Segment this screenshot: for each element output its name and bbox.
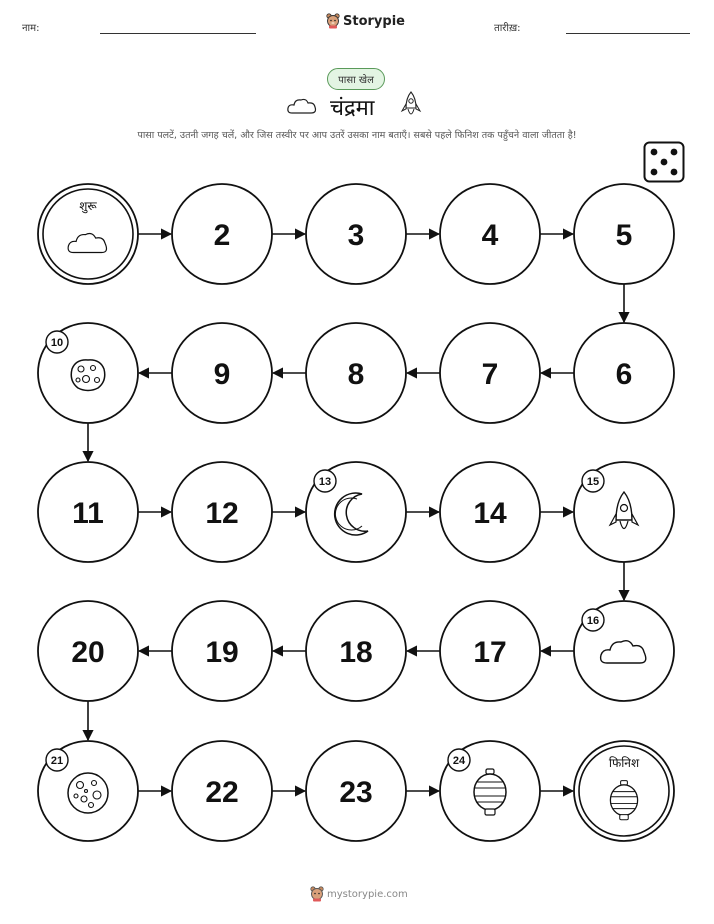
name-label: नाम: bbox=[22, 23, 40, 34]
board-space-15 bbox=[574, 462, 674, 562]
space-number: 22 bbox=[205, 776, 239, 809]
instructions: पासा पलटें, उतनी जगह चलें, और जिस तस्वीर पर आप उतरें उसका नाम बताएँ। सबसे पहले फिनिश तक पहुँचने वाला जीतता है! bbox=[137, 130, 577, 141]
finish-label: फिनिश bbox=[608, 756, 640, 770]
space-number: 3 bbox=[347, 219, 365, 252]
space-number: 20 bbox=[71, 636, 105, 669]
svg-text:10: 10 bbox=[50, 337, 64, 349]
space-number: 6 bbox=[615, 358, 633, 391]
board-space-5 bbox=[574, 184, 674, 284]
space-number-badge bbox=[46, 749, 68, 771]
board-space-22 bbox=[172, 741, 272, 841]
space-number: 5 bbox=[615, 219, 633, 252]
svg-text:24: 24 bbox=[452, 755, 466, 767]
board-space-10 bbox=[38, 323, 138, 423]
space-number: 2 bbox=[213, 219, 231, 252]
date-label: तारीख़: bbox=[494, 23, 521, 34]
brand-name: Storypie bbox=[343, 13, 405, 29]
space-number-badge bbox=[582, 470, 604, 492]
footer-url[interactable]: mystorypie.com bbox=[327, 888, 408, 900]
board-space-12 bbox=[172, 462, 272, 562]
board-space-4 bbox=[440, 184, 540, 284]
start-label: शुरू bbox=[79, 199, 97, 213]
space-number: 23 bbox=[339, 776, 373, 809]
asteroid-icon bbox=[71, 360, 105, 391]
page-title: चंद्रमा bbox=[330, 96, 375, 121]
svg-text:13: 13 bbox=[318, 476, 332, 488]
space-number: 19 bbox=[205, 636, 239, 669]
space-number: 12 bbox=[205, 497, 239, 530]
board-space-23 bbox=[306, 741, 406, 841]
space-number-badge bbox=[582, 609, 604, 631]
board-space-16 bbox=[574, 601, 674, 701]
svg-text:21: 21 bbox=[50, 755, 64, 767]
footer bbox=[310, 886, 408, 902]
board-space-24 bbox=[440, 741, 540, 841]
space-number: 7 bbox=[481, 358, 499, 391]
space-number: 17 bbox=[473, 636, 507, 669]
board-space-11 bbox=[38, 462, 138, 562]
finish-space bbox=[574, 741, 674, 841]
space-number: 14 bbox=[473, 497, 507, 530]
bear-mascot-icon bbox=[310, 886, 324, 902]
space-number: 11 bbox=[72, 497, 104, 530]
board-space-9 bbox=[172, 323, 272, 423]
space-number: 4 bbox=[481, 219, 499, 252]
svg-text:15: 15 bbox=[586, 476, 600, 488]
board-space-20 bbox=[38, 601, 138, 701]
board-space-6 bbox=[574, 323, 674, 423]
board-space-21 bbox=[38, 741, 138, 841]
board-space-19 bbox=[172, 601, 272, 701]
board-space-3 bbox=[306, 184, 406, 284]
space-number-badge bbox=[46, 331, 68, 353]
board-space-18 bbox=[306, 601, 406, 701]
board-space-14 bbox=[440, 462, 540, 562]
space-number-badge bbox=[314, 470, 336, 492]
board-space-8 bbox=[306, 323, 406, 423]
board-space-17 bbox=[440, 601, 540, 701]
svg-text:16: 16 bbox=[586, 615, 600, 627]
board-space-7 bbox=[440, 323, 540, 423]
space-number: 9 bbox=[213, 358, 231, 391]
space-number: 8 bbox=[347, 358, 365, 391]
space-number: 18 bbox=[339, 636, 373, 669]
space-number-badge bbox=[448, 749, 470, 771]
board-space-2 bbox=[172, 184, 272, 284]
board-space-13 bbox=[306, 462, 406, 562]
game-type-badge: पासा खेल bbox=[327, 68, 385, 90]
start-space bbox=[38, 184, 138, 284]
full-moon-icon bbox=[68, 773, 108, 813]
